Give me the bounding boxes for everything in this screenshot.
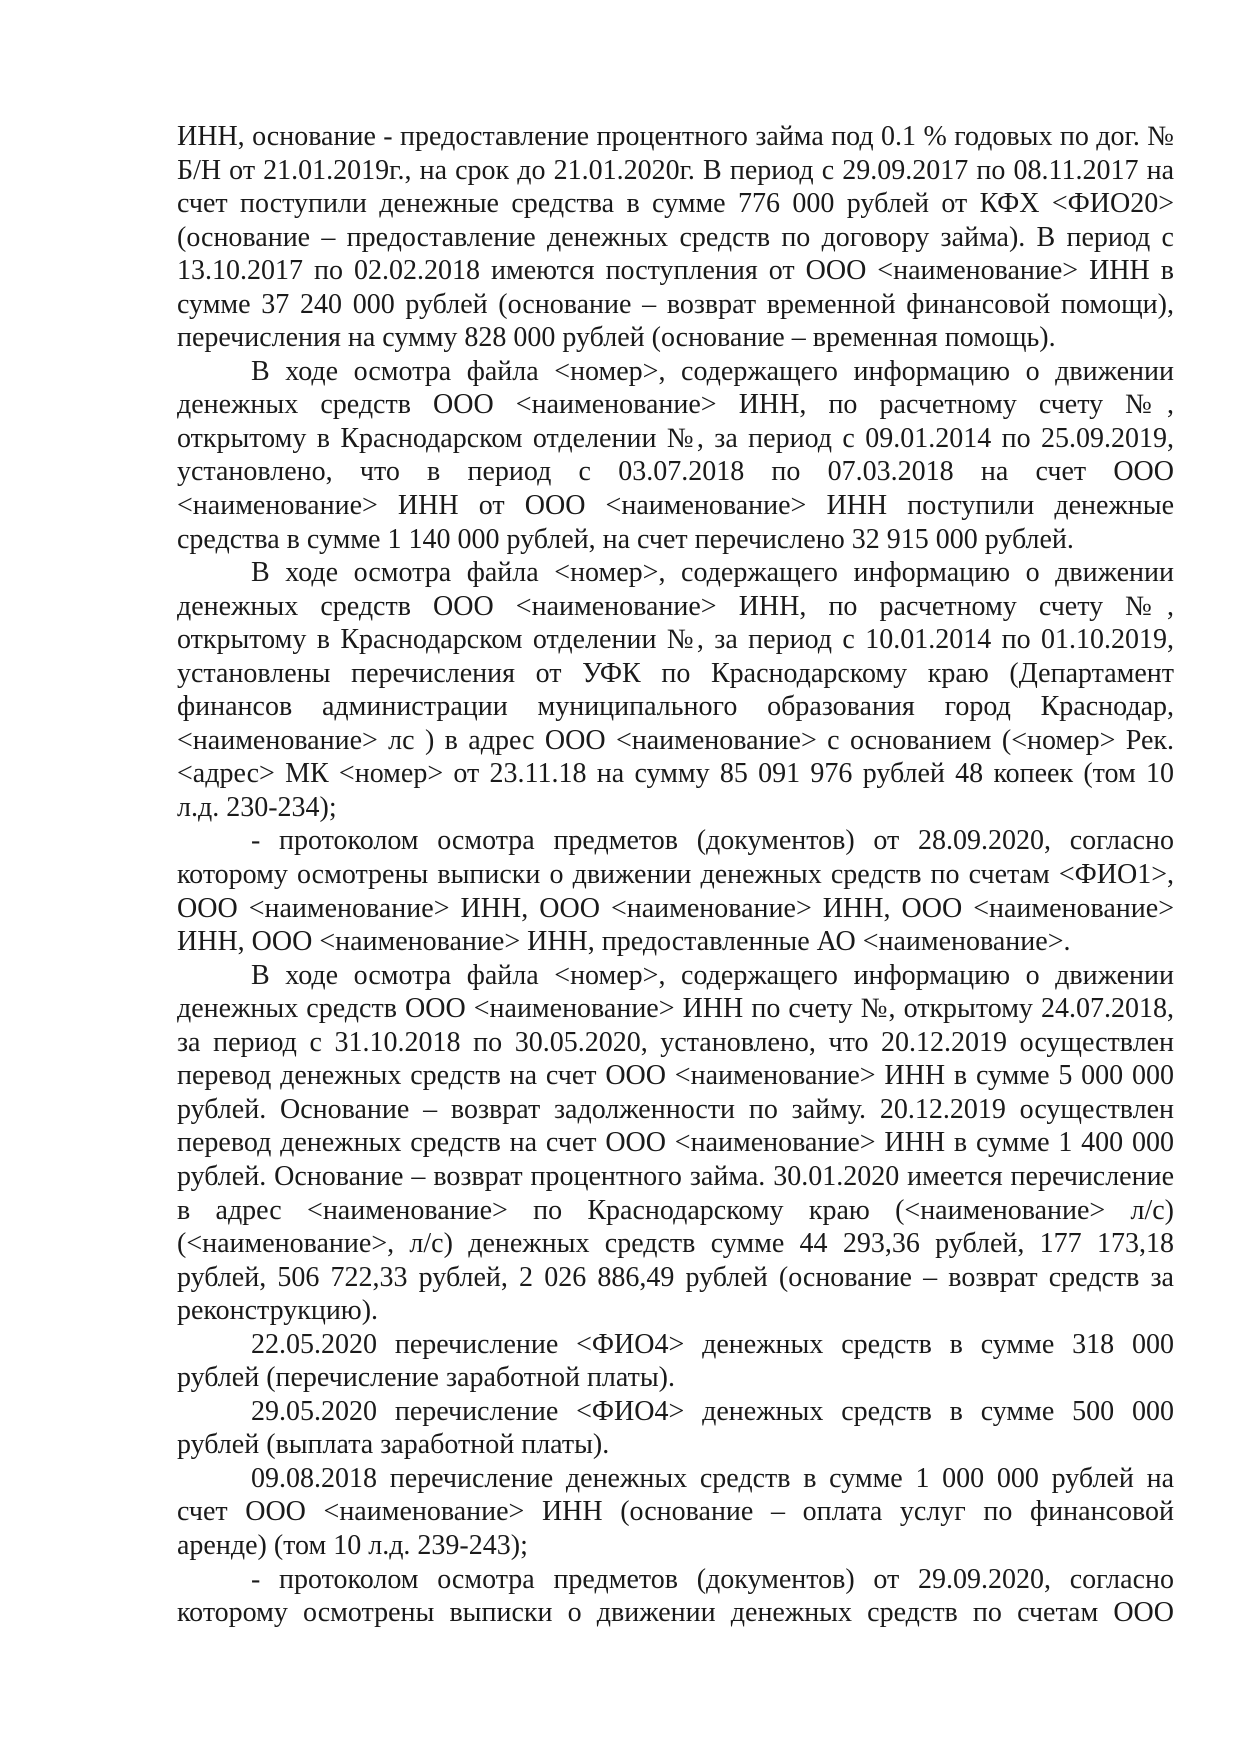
paragraph-6: 22.05.2020 перечисление <ФИО4> денежных средств в сумме 318 000 рублей (перечисление заработной платы). bbox=[177, 1328, 1174, 1394]
paragraph-1: ИНН, основание - предоставление процентного займа под 0.1 % годовых по дог. № Б/Н от 21.01.2019г., на срок до 21.01.2020г. В период с 29.09.2017 по 08.11.2017 на счет поступили денежные средства в сумме 776 000 рублей от КФХ <ФИО20> (основание – предоставление денежных средств по договору займа). В период с 13.10.2017 по 02.02.2018 имеются поступления от ООО <наименование> ИНН в сумме 37 240 000 рублей (основание – возврат временной финансовой помощи), перечисления на сумму 828 000 рублей (основание – временная помощь). bbox=[177, 121, 1174, 354]
paragraph-8: 09.08.2018 перечисление денежных средств в сумме 1 000 000 рублей на счет ООО <наименование> ИНН (основание – оплата услуг по финансовой аренде) (том 10 л.д. 239-243); bbox=[177, 1462, 1174, 1561]
paragraph-3: В ходе осмотра файла <номер>, содержащего информацию о движении денежных средств ООО <наименование> ИНН, по расчетному счету №, открытому в Краснодарском отделении №, за период с 10.01.2014 по 01.10.2019, установлены перечисления от УФК по Краснодарскому краю (Департамент финансов администрации муниципального образования город Краснодар, <наименование> лс ) в адрес ООО <наименование> с основанием (<номер> Рек. <адрес> МК <номер> от 23.11.18 на сумму 85 091 976 рублей 48 копеек (том 10 л.д. 230-234); bbox=[177, 557, 1174, 823]
paragraph-9: - протоколом осмотра предметов (документов) от 29.09.2020, согласно которому осмотрены выписки о движении денежных средств по счетам ООО bbox=[177, 1563, 1174, 1629]
paragraph-2: В ходе осмотра файла <номер>, содержащего информацию о движении денежных средств ООО <наименование> ИНН, по расчетному счету №, открытому в Краснодарском отделении №, за период с 09.01.2014 по 25.09.2019, установлено, что в период с 03.07.2018 по 07.03.2018 на счет ООО <наименование> ИНН от ООО <наименование> ИНН поступили денежные средства в сумме 1 140 000 рублей, на счет перечислено 32 915 000 рублей. bbox=[177, 355, 1174, 555]
paragraph-5: В ходе осмотра файла <номер>, содержащего информацию о движении денежных средств ООО <наименование> ИНН по счету №, открытому 24.07.2018, за период с 31.10.2018 по 30.05.2020, установлено, что 20.12.2019 осуществлен перевод денежных средств на счет ООО <наименование> ИНН в сумме 5 000 000 рублей. Основание – возврат задолженности по займу. 20.12.2019 осуществлен перевод денежных средств на счет ООО <наименование> ИНН в сумме 1 400 000 рублей. Основание – возврат процентного займа. 30.01.2020 имеется перечисление в адрес <наименование> по Краснодарскому краю (<наименование> л/с) (<наименование>, л/с) денежных средств сумме 44 293,36 рублей, 177 173,18 рублей, 506 722,33 рублей, 2 026 886,49 рублей (основание – возврат средств за реконструкцию). bbox=[177, 959, 1174, 1327]
paragraph-7: 29.05.2020 перечисление <ФИО4> денежных средств в сумме 500 000 рублей (выплата заработной платы). bbox=[177, 1395, 1174, 1461]
paragraph-4: - протоколом осмотра предметов (документов) от 28.09.2020, согласно которому осмотрены выписки о движении денежных средств по счетам <ФИО1>, ООО <наименование> ИНН, ООО <наименование> ИНН, ООО <наименование> ИНН, ООО <наименование> ИНН, предоставленные АО <наименование>. bbox=[177, 825, 1174, 958]
document-body bbox=[177, 120, 1174, 1630]
